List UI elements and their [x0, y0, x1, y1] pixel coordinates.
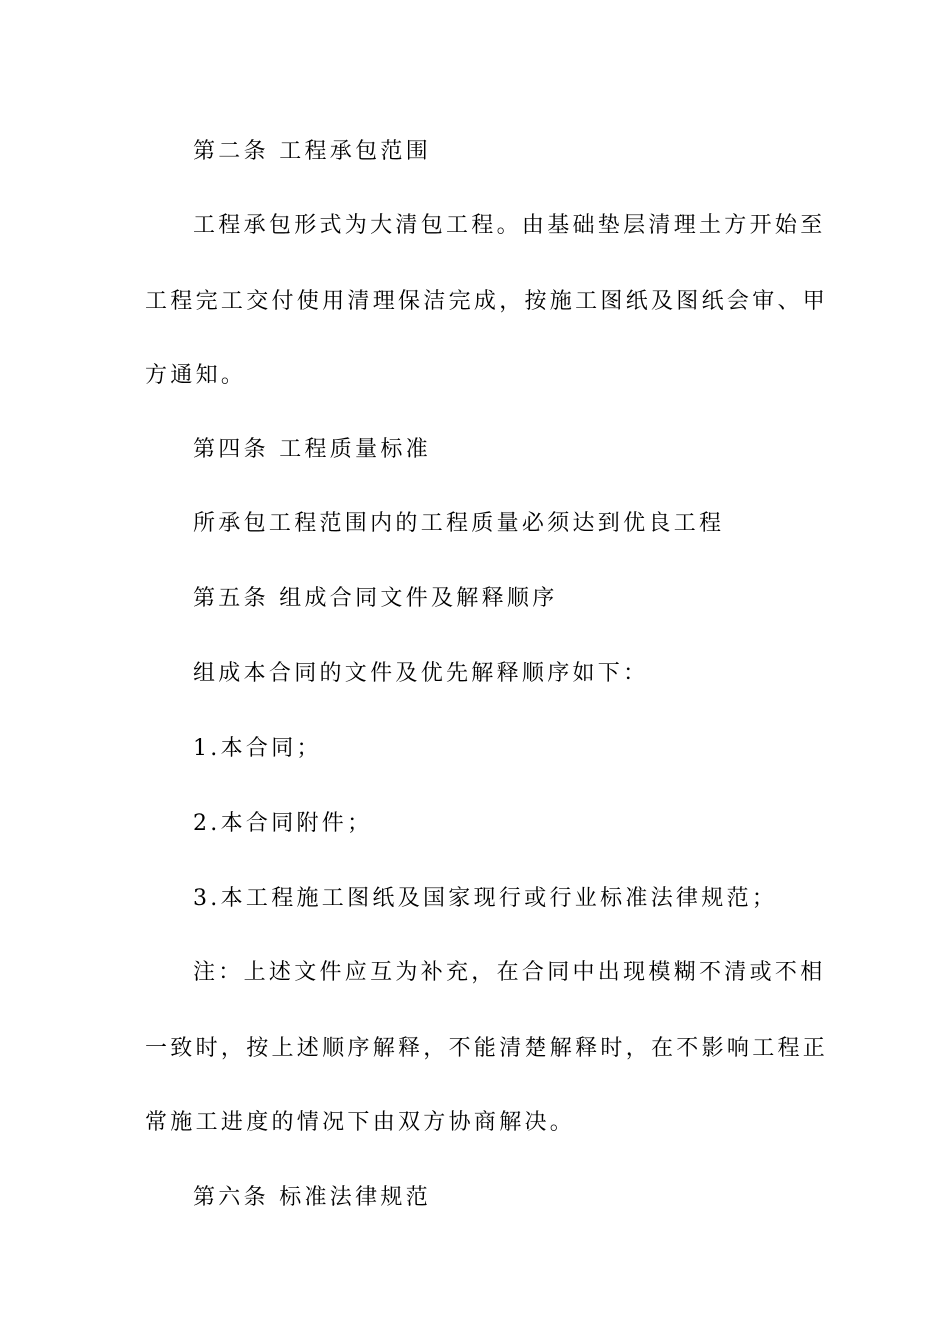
article-6-heading: 第六条 标准法律规范	[193, 1185, 431, 1210]
list-item: 1.本合同；	[193, 736, 322, 761]
note-line: 一致时，按上述顺序解释，不能清楚解释时，在不影响工程正	[145, 1036, 829, 1061]
paragraph-line: 所承包工程范围内的工程质量必须达到优良工程	[193, 511, 725, 536]
paragraph-line: 工程完工交付使用清理保洁完成，按施工图纸及图纸会审、甲	[145, 289, 829, 314]
paragraph-line: 工程承包形式为大清包工程。由基础垫层清理土方开始至	[193, 213, 826, 238]
article-2-heading: 第二条 工程承包范围	[193, 139, 431, 164]
list-item: 2.本合同附件；	[193, 811, 373, 836]
paragraph-line: 方通知。	[145, 363, 247, 388]
article-4-heading: 第四条 工程质量标准	[193, 437, 431, 462]
paragraph-line: 组成本合同的文件及优先解释顺序如下：	[193, 661, 649, 686]
note-line: 常施工进度的情况下由双方协商解决。	[145, 1110, 576, 1135]
article-5-heading: 第五条 组成合同文件及解释顺序	[193, 586, 558, 611]
note-line: 注：上述文件应互为补充，在合同中出现模糊不清或不相	[193, 960, 826, 985]
list-item: 3.本工程施工图纸及国家现行或行业标准法律规范；	[193, 886, 778, 911]
